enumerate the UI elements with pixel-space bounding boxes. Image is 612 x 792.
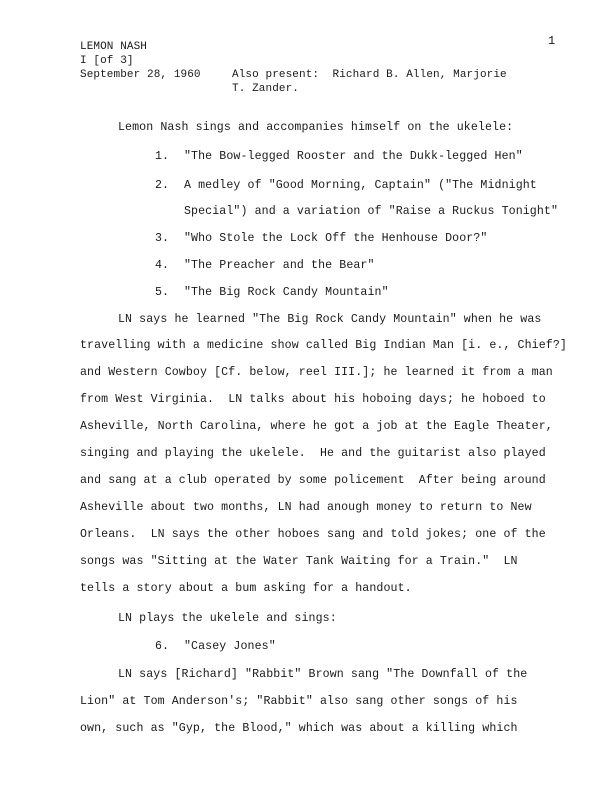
header-present-line2: T. Zander. [232, 83, 300, 95]
header-present-line1: Also present: Richard B. Allen, Marjorie [232, 69, 507, 81]
paragraph-line: and sang at a club operated by some policement After being around [80, 474, 546, 487]
paragraph-line: Asheville about two months, LN had anough money to return to New [80, 501, 532, 514]
paragraph-line: own, such as "Gyp, the Blood," which was about a killing which [80, 722, 518, 735]
paragraph-line: LN says [Richard] "Rabbit" Brown sang "The Downfall of the [118, 668, 528, 681]
song-number: 6. [155, 640, 170, 653]
paragraph-line: Asheville, North Carolina, where he got a job at the Eagle Theater, [80, 420, 553, 433]
song-number: 2. [155, 179, 170, 192]
paragraph-line: Orleans. LN says the other hoboes sang and told jokes; one of the [80, 528, 546, 541]
song-number: 3. [155, 232, 170, 245]
song-number: 5. [155, 286, 170, 299]
paragraph-line: Lion" at Tom Anderson's; "Rabbit" also sang other songs of his [80, 695, 518, 708]
header-part: I [of 3] [80, 55, 134, 67]
paragraph-line: tells a story about a bum asking for a handout. [80, 582, 412, 595]
paragraph-line: singing and playing the ukelele. He and the guitarist also played [80, 447, 546, 460]
song-title: "The Big Rock Candy Mountain" [184, 286, 389, 299]
intro-line: Lemon Nash sings and accompanies himself on the ukelele: [118, 121, 514, 134]
intro-line: LN plays the ukelele and sings: [118, 612, 337, 625]
song-title-continuation: Special") and a variation of "Raise a Ruckus Tonight" [184, 205, 559, 218]
page-number: 1 [548, 34, 556, 48]
header-date: September 28, 1960 [80, 69, 201, 81]
paragraph-line: travelling with a medicine show called Big Indian Man [i. e., Chief?] [80, 339, 567, 352]
song-number: 1. [155, 150, 170, 163]
paragraph-line: songs was "Sitting at the Water Tank Waiting for a Train." LN [80, 555, 518, 568]
paragraph-line: and Western Cowboy [Cf. below, reel III.]; he learned it from a man [80, 366, 553, 379]
song-title: "Casey Jones" [184, 640, 276, 653]
paragraph-line: from West Virginia. LN talks about his hoboing days; he hoboed to [80, 393, 546, 406]
song-number: 4. [155, 259, 170, 272]
song-title: "The Preacher and the Bear" [184, 259, 375, 272]
song-title: "Who Stole the Lock Off the Henhouse Door?" [184, 232, 488, 245]
header-name: LEMON NASH [80, 41, 148, 53]
song-title: "The Bow-legged Rooster and the Dukk-legged Hen" [184, 150, 523, 163]
paragraph-line: LN says he learned "The Big Rock Candy Mountain" when he was [118, 313, 542, 326]
song-title: A medley of "Good Morning, Captain" ("The Midnight [184, 179, 537, 192]
